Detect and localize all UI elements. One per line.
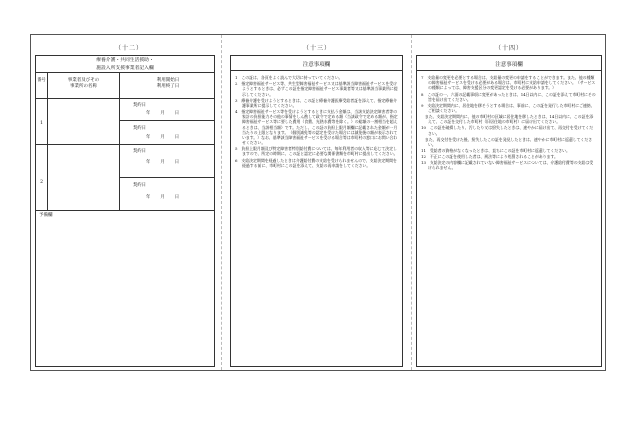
note-item: 11 受給者の資格がなくなったときは、直ちにこの証を市町村に返還してください。 bbox=[421, 147, 570, 153]
column-header-number: 番号 bbox=[37, 78, 46, 83]
note-item: 3 療養介護を受けようとするときは、この証と療養介護医療受給者証を添えて、指定療養介護事業所に提示してください。 bbox=[235, 97, 397, 108]
note-item: 8 この証の一、六面の記載事項に変更があったときは、14日以内に、この証を添えて市町村にその旨を届け出てください。 bbox=[421, 91, 596, 102]
header-line-1: 療養介護・共同生活援助・ bbox=[96, 58, 154, 63]
title-rule bbox=[231, 70, 402, 71]
note-item: 6 支給決定期間を経過したときは介護給付費の支給を受けられませんので、支給決定期間を経過する前に、市町村にこの証を添えて、支給の再申請をしてください。 bbox=[235, 157, 397, 168]
header-row-bottom-rule bbox=[36, 98, 214, 99]
header-line-2: 施設入所支援事業者記入欄 bbox=[96, 66, 154, 71]
notes-panel-middle bbox=[230, 55, 403, 367]
notes-list bbox=[421, 75, 597, 171]
contract-start-label: 契約日 bbox=[133, 103, 146, 108]
note-item: 2 指定障害福祉サービス等、共生型障害福祉サービス又は基準該当障害福祉サービスを受けようとするときは、必ずこの証を指定障害福祉サービス事業者等又は基準該当事業所に提示してください。 bbox=[235, 81, 398, 97]
note-item: 1 この証は、各頁をよく読んで大切に持っていてください。 bbox=[235, 75, 343, 80]
contract-start-label: 契約日 bbox=[133, 149, 146, 154]
row-split-rule bbox=[120, 120, 214, 121]
note-item: また、支給決定期間内に、他の市町村の区域に居住地を移したときは、14日以内に、この証を添えて、この証を交付した市町村（旧居住地の市町村）に届け出てください。 bbox=[421, 114, 594, 125]
contract-end-date[interactable]: 年 月 日 bbox=[146, 195, 180, 200]
contract-start-date[interactable]: 年 月 日 bbox=[146, 111, 180, 116]
note-item: 4 指定障害福祉サービス等を受けようとするときに支払う金額は、当該支給決定障害者等の家計の負担能力その他の事情をしん酌して政令で定める額（当該政令で定める額が、指定障害福祉サービス等に要した費用（食費、光熱水費等を除く。）の総額の一割相当を超えるときは、当該相当額）です。ただし、この証の負担上限月額欄に記載された金額が一月当たりの上限となります。（個別減免等の認定を受けた場合には減免後の額が表示されています。）なお、基準該当障害福祉サービスを受ける場合等は市町村の窓口にお問い合わせください。 bbox=[235, 108, 398, 146]
note-item: 10 この証を破損したり、汚したり又は紛失したときは、速やかに届け出て、再交付を受けてください。 bbox=[421, 125, 594, 136]
row-divider bbox=[36, 144, 214, 145]
remarks-label: 予備欄 bbox=[39, 213, 53, 218]
note-item: 7 支給量の変更を必要とする場合は、支給量の変更の申請をすることができます。また、他の種類の障害福祉サービスを受ける必要がある場合は、市町村に支給申請をしてください。（サービスの種類によっては、障害支援区分の変更認定を受ける必要があります。） bbox=[421, 75, 596, 91]
page-number-14: （十四） bbox=[495, 45, 524, 52]
notes-list bbox=[235, 75, 398, 169]
notes-title: 注意事項欄 bbox=[495, 62, 523, 68]
row-divider bbox=[36, 210, 214, 211]
contract-start-date[interactable]: 年 月 日 bbox=[146, 160, 180, 165]
page-number-13: （十三） bbox=[303, 45, 332, 52]
fold-line-left bbox=[221, 35, 222, 370]
facility-record-table bbox=[35, 55, 215, 367]
facility-header-line-1: 事業者及びその bbox=[67, 78, 100, 83]
note-item: また、再交付を受けた後、紛失したこの証を発見したときは、速やかに市町村に返還してください。 bbox=[421, 136, 593, 147]
contract-end-label: 契約日 bbox=[133, 183, 146, 188]
certificate-sheet bbox=[30, 34, 606, 371]
row-split-rule bbox=[120, 177, 214, 178]
page-number-12: （十二） bbox=[115, 45, 144, 52]
contract-end-label: 契約日 bbox=[133, 126, 146, 131]
note-item: 5 負担上限月額及び特定障害者特別給付費については、毎年利用者の収入等に応じて決定しますので、所定の時期に、この証と認定に必要な関係書類を市町村に提出してください。 bbox=[235, 146, 398, 157]
no-column-rule bbox=[47, 72, 48, 210]
row-number: 2 bbox=[40, 180, 43, 185]
notes-title: 注意事項欄 bbox=[302, 62, 331, 68]
row-number: 1 bbox=[40, 121, 43, 126]
facility-header-line-2: 事業所の名称 bbox=[70, 84, 97, 89]
note-item: 9 支給決定期間内に、居住地を移そうとする場合は、事前に、この証を発行した市町村にご連絡、ご相談ください。 bbox=[421, 102, 595, 113]
contract-end-date[interactable]: 年 月 日 bbox=[146, 135, 180, 140]
note-item: 12 不正にこの証を使用した者は、刑法等により処罰されることがあります。 bbox=[421, 154, 558, 160]
note-item: 13 支給決定の内容欄に記載されていない障害福祉サービスについては、介護給付費等の支給は受けられません。 bbox=[421, 160, 594, 171]
column-header-facility bbox=[48, 78, 119, 90]
end-date-header: 利用終了日 bbox=[156, 84, 180, 89]
table-header bbox=[36, 56, 214, 73]
facility-column-rule bbox=[119, 72, 120, 210]
fold-line-right bbox=[411, 35, 412, 370]
column-header-dates bbox=[120, 78, 216, 90]
notes-panel-right bbox=[416, 55, 602, 367]
title-rule bbox=[417, 70, 601, 71]
start-date-header: 利用開始日 bbox=[156, 78, 180, 83]
